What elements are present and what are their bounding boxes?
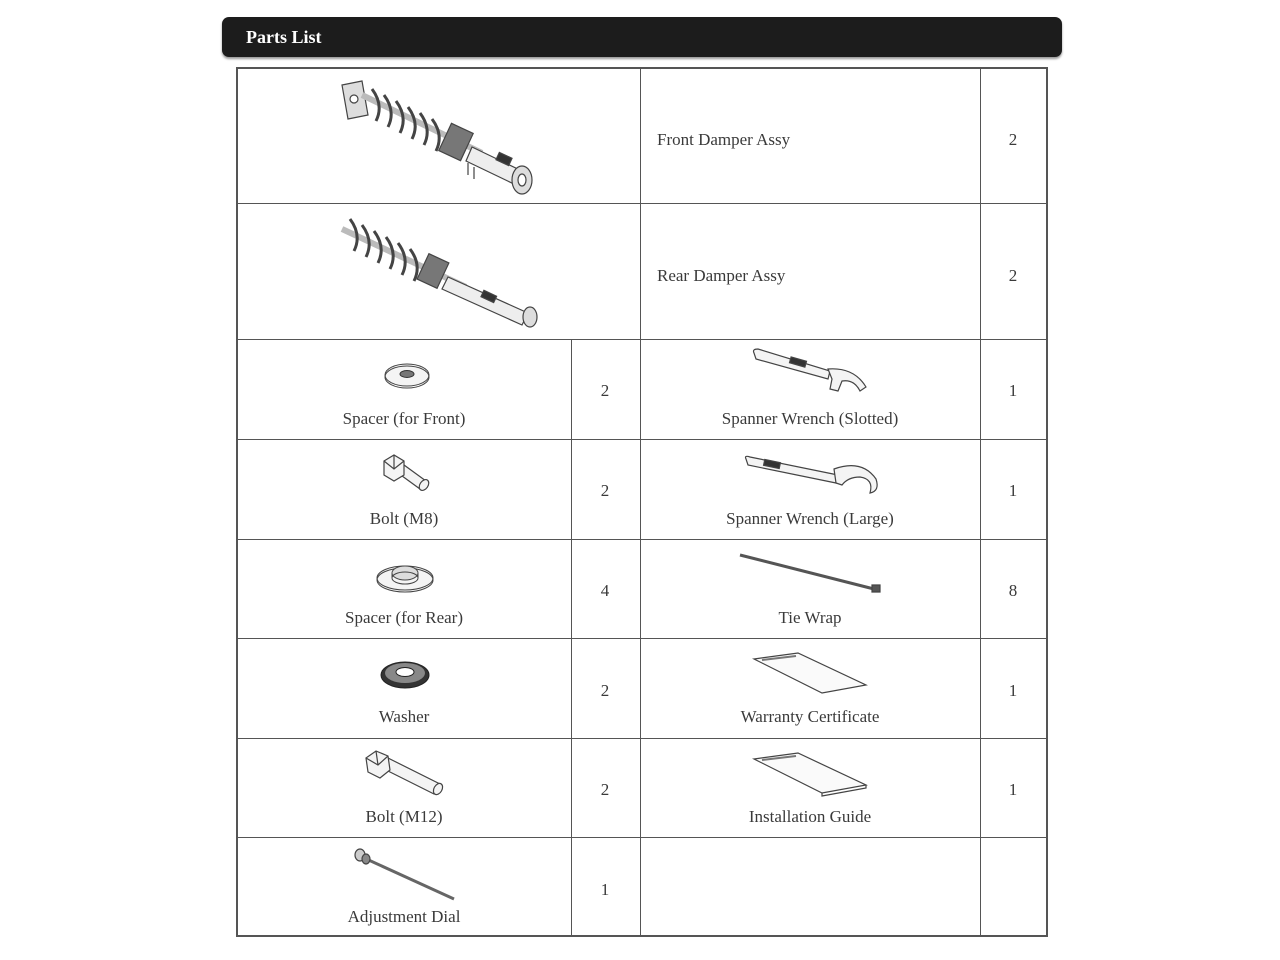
bolt-m12-icon — [362, 748, 448, 800]
part-qty: 2 — [600, 681, 610, 700]
part-name: Spanner Wrench (Slotted) — [721, 409, 899, 428]
warranty-card-icon — [750, 651, 870, 701]
part-name: Installation Guide — [748, 807, 872, 826]
row-divider — [236, 439, 1048, 440]
part-qty: 2 — [600, 780, 610, 799]
part-qty: 1 — [1008, 381, 1018, 400]
table-border-bottom — [236, 935, 1048, 937]
row-divider — [236, 837, 1048, 838]
row-divider — [236, 203, 1048, 204]
part-qty: 1 — [1008, 681, 1018, 700]
front-damper-icon — [332, 75, 552, 201]
spacer-front-icon — [382, 360, 432, 390]
table-border-top — [236, 67, 1048, 69]
divider-right-qty — [980, 67, 981, 937]
large-spanner-icon — [742, 453, 882, 497]
table-border-right — [1046, 67, 1048, 937]
washer-icon — [378, 657, 432, 693]
part-qty: 1 — [600, 880, 610, 899]
part-qty: 1 — [1008, 780, 1018, 799]
part-qty: 1 — [1008, 481, 1018, 500]
part-name: Bolt (M12) — [365, 807, 443, 826]
page-title: Parts List — [246, 27, 322, 47]
table-border-left — [236, 67, 238, 937]
parts-list-header — [222, 17, 1062, 57]
tie-wrap-icon — [736, 549, 886, 597]
part-qty: 2 — [600, 481, 610, 500]
rear-damper-icon — [336, 213, 550, 333]
part-name: Rear Damper Assy — [657, 266, 786, 285]
part-name: Spacer (for Front) — [342, 409, 466, 428]
row-divider — [236, 638, 1048, 639]
bolt-m8-icon — [380, 453, 430, 497]
divider-mid — [640, 67, 641, 937]
part-qty: 4 — [600, 581, 610, 600]
guide-booklet-icon — [750, 751, 870, 801]
part-qty: 8 — [1008, 581, 1018, 600]
part-qty: 2 — [1008, 130, 1018, 149]
part-name: Tie Wrap — [778, 608, 842, 627]
row-divider — [236, 539, 1048, 540]
parts-table — [236, 67, 1048, 937]
row-divider — [236, 738, 1048, 739]
slotted-spanner-icon — [750, 347, 872, 399]
part-name: Bolt (M8) — [369, 509, 439, 528]
part-qty: 2 — [1008, 266, 1018, 285]
part-name: Warranty Certificate — [740, 707, 880, 726]
part-name: Spanner Wrench (Large) — [726, 509, 894, 528]
spacer-rear-icon — [375, 554, 435, 594]
row-divider — [236, 339, 1048, 340]
part-name: Adjustment Dial — [347, 907, 461, 926]
part-qty: 2 — [600, 381, 610, 400]
part-name: Front Damper Assy — [657, 130, 791, 149]
part-name: Spacer (for Rear) — [345, 608, 463, 627]
adjustment-dial-icon — [350, 847, 460, 903]
part-name: Washer — [378, 707, 430, 726]
